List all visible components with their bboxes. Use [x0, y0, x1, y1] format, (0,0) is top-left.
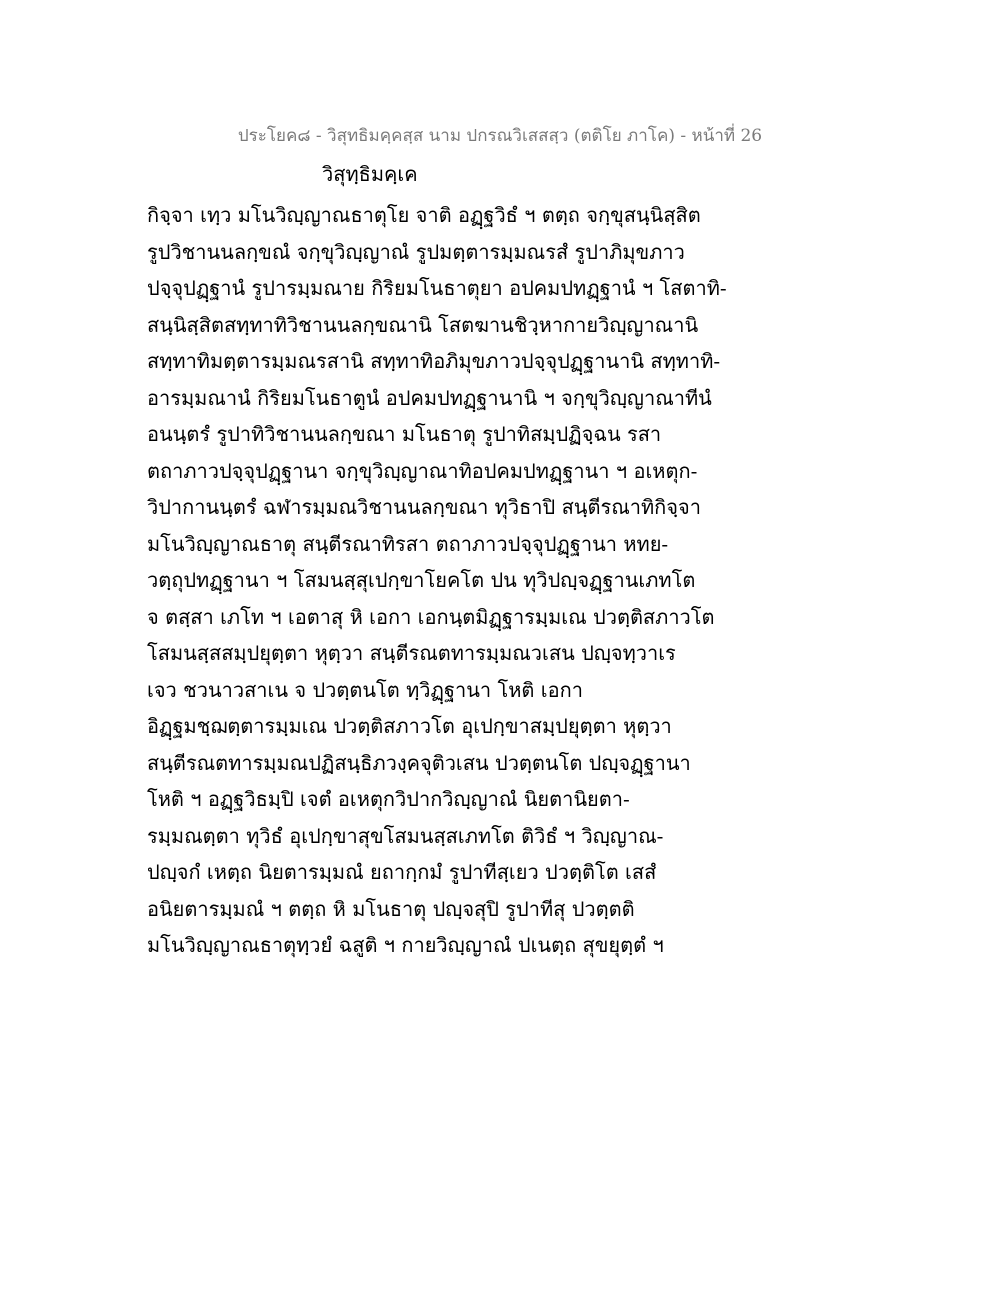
text-line: อิฏฺฐมชฺฌตฺตารมฺมเณ ปวตฺติสภาวโต อุเปกฺขาสมฺปยุตฺตา หุตฺวา	[147, 714, 672, 738]
running-header: ประโยค๘ - วิสุทธิมคฺคสฺส นาม ปกรณวิเสสสฺว (ตติโย ภาโค) - หน้าที่ 26	[237, 126, 763, 146]
text-line: ปจฺจุปฏฺฐานํ รูปารมฺมณาย กิริยมโนธาตุยา อปคมปทฏฺฐานํ ฯ โสตาทิ-	[147, 276, 727, 300]
text-line: กิจฺจา เทฺว มโนวิญฺญาณธาตุโย จาติ อฏฺฐวิธํ ฯ ตตฺถ จกฺขุสนฺนิสฺสิต	[147, 203, 701, 227]
text-line: ปญฺจกํ เหตฺถ นิยตารมฺมณํ ยถากฺกมํ รูปาทีสฺเยว ปวตฺติโต เสสํ	[147, 860, 657, 884]
body-text	[147, 197, 867, 964]
text-line: รูปวิชานนลกฺขณํ จกฺขุวิญฺญาณํ รูปมตฺตารมฺมณรสํ รูปาภิมุขภาว	[147, 239, 685, 264]
text-line: เจว ชวนาวสาเน จ ปวตฺตนโต ทฺวิฏฺฐานา โหติ เอกา	[147, 677, 583, 702]
text-line: ตถาภาวปจฺจุปฏฺฐานา จกฺขุวิญฺญาณาทิอปคมปทฏฺฐานา ฯ อเหตุก-	[147, 458, 698, 483]
text-line: จ ตสฺสา เภโท ฯ เอตาสุ หิ เอกา เอกนฺตมิฏฺฐารมฺมเณ ปวตฺติสภาวโต	[147, 604, 715, 629]
text-line: วิปากานนฺตรํ ฉฬารมฺมณวิชานนลกฺขณา ทุวิธาปิ สนฺตีรณาทิกิจฺจา	[147, 495, 701, 519]
text-line: อนิยตารมฺมณํ ฯ ตตฺถ หิ มโนธาตุ ปญฺจสุปิ รูปาทีสุ ปวตฺตติ	[147, 896, 635, 921]
text-line: สนฺตีรณตทารมฺมณปฏิสนฺธิภวงฺคจุติวเสน ปวตฺตนโต ปญฺจฏฺฐานา	[147, 750, 691, 775]
text-line: โหติ ฯ อฏฺฐวิธมฺปิ เจตํ อเหตุกวิปากวิญฺญาณํ นิยตานิยตา-	[147, 787, 630, 811]
text-line: สทฺทาทิมตฺตารมฺมณรสานิ สทฺทาทิอภิมุขภาวปจฺจุปฏฺฐานานิ สทฺทาทิ-	[147, 349, 721, 373]
text-line: โสมนสฺสสมฺปยุตฺตา หุตฺวา สนฺตีรณตทารมฺมณวเสน ปญฺจทฺวาเร	[147, 641, 676, 665]
text-line: สนฺนิสฺสิตสทฺทาทิวิชานนลกฺขณานิ โสตฆานชิวฺหากายวิญฺญาณานิ	[147, 312, 699, 337]
text-line: อนนฺตรํ รูปาทิวิชานนลกฺขณา มโนธาตุ รูปาทิสมฺปฏิจฺฉน รสา	[147, 422, 662, 446]
text-line: รมฺมณตฺตา ทุวิธํ อุเปกฺขาสุขโสมนสฺสเภทโต ติวิธํ ฯ วิญฺญาณ-	[147, 823, 664, 848]
page-title: วิสุทฺธิมคฺเค	[322, 162, 418, 186]
text-line: วตฺถุปทฏฺฐานา ฯ โสมนสฺสุเปกฺขาโยคโต ปน ทุวิปญฺจฏฺฐานเภทโต	[147, 568, 696, 592]
text-line: อารมฺมณานํ กิริยมโนธาตูนํ อปคมปทฏฺฐานานิ ฯ จกฺขุวิญฺญาณาทีนํ	[147, 385, 712, 410]
text-line: มโนวิญฺญาณธาตุทฺวยํ ฉสูติ ฯ กายวิญฺญาณํ ปเนตฺถ สุขยุตฺตํ ฯ	[147, 933, 664, 957]
text-line: มโนวิญฺญาณธาตุ สนฺตีรณาทิรสา ตถาภาวปจฺจุปฏฺฐานา หทย-	[147, 531, 669, 556]
